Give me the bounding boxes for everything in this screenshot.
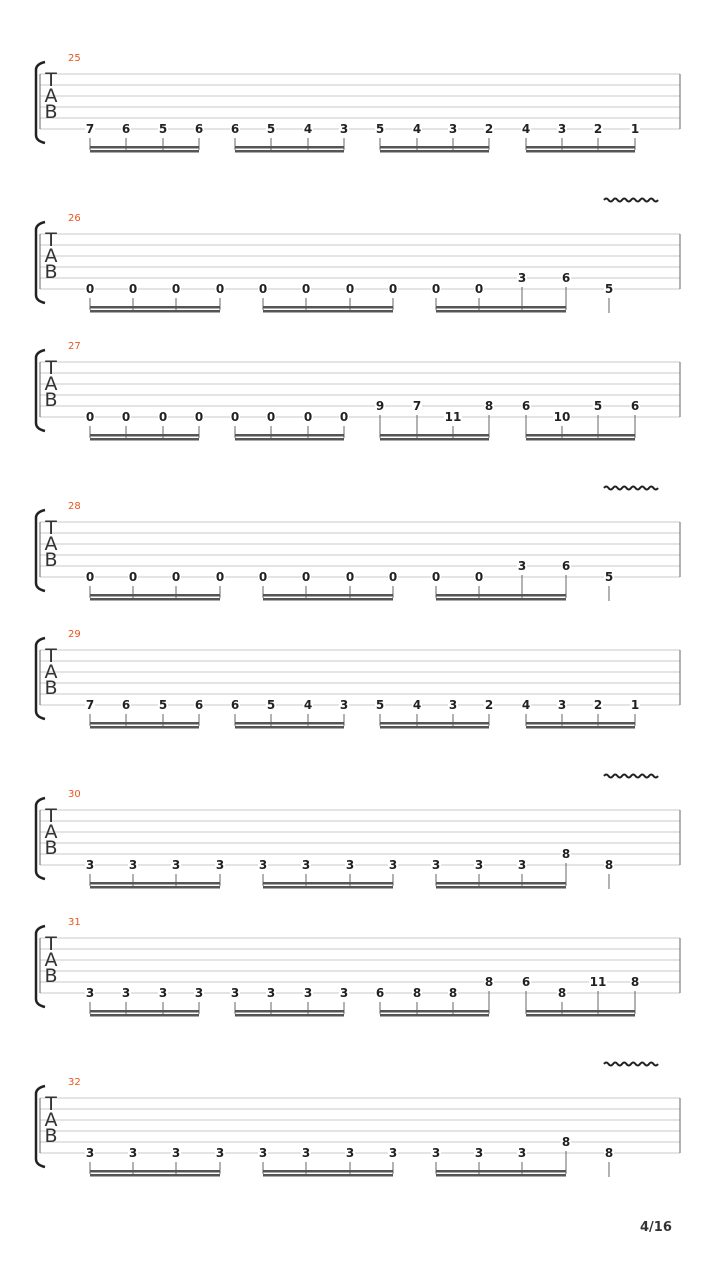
beam — [235, 438, 344, 441]
beam — [90, 886, 220, 889]
beam — [436, 1170, 566, 1173]
tab-clef-letter: A — [44, 245, 58, 267]
beam — [235, 146, 344, 149]
beam — [235, 434, 344, 437]
beam — [263, 1174, 393, 1177]
fret-number: 0 — [474, 282, 484, 296]
beam — [380, 438, 489, 441]
fret-number: 0 — [128, 282, 138, 296]
fret-number: 0 — [171, 570, 181, 584]
fret-number: 5 — [375, 122, 385, 136]
fret-number: 6 — [121, 122, 131, 136]
beam — [235, 1010, 344, 1013]
beam — [263, 594, 393, 597]
beam — [436, 310, 566, 313]
fret-number: 3 — [339, 698, 349, 712]
fret-number: 0 — [266, 410, 276, 424]
vibrato-mark — [604, 1063, 658, 1066]
fret-number: 0 — [215, 570, 225, 584]
beam — [380, 1014, 489, 1017]
beam — [90, 150, 199, 153]
tab-system — [36, 53, 680, 153]
beam — [526, 722, 635, 725]
tab-clef-letter: T — [45, 933, 57, 955]
fret-number: 10 — [553, 410, 571, 424]
beam — [90, 726, 199, 729]
beam — [90, 146, 199, 149]
beam — [235, 726, 344, 729]
fret-number: 0 — [215, 282, 225, 296]
fret-number: 5 — [266, 122, 276, 136]
fret-number: 0 — [301, 570, 311, 584]
tab-clef-letter: T — [45, 69, 57, 91]
beam — [526, 150, 635, 153]
tab-clef-letter: B — [44, 965, 58, 987]
fret-number: 6 — [121, 698, 131, 712]
tab-clef-letter: A — [44, 661, 58, 683]
fret-number: 5 — [158, 698, 168, 712]
fret-number: 4 — [303, 698, 313, 712]
tab-clef-letter: B — [44, 837, 58, 859]
fret-number: 3 — [303, 986, 313, 1000]
fret-number: 0 — [128, 570, 138, 584]
beam — [380, 150, 489, 153]
fret-number: 7 — [85, 698, 95, 712]
fret-number: 8 — [561, 847, 571, 861]
fret-number: 3 — [345, 1146, 355, 1160]
beam — [526, 1014, 635, 1017]
fret-number: 6 — [630, 399, 640, 413]
fret-number: 3 — [388, 858, 398, 872]
beam — [235, 1014, 344, 1017]
beam — [380, 146, 489, 149]
beam — [380, 722, 489, 725]
tab-system — [36, 629, 680, 729]
fret-number: 11 — [444, 410, 462, 424]
fret-number: 3 — [171, 1146, 181, 1160]
beam — [263, 882, 393, 885]
fret-number: 0 — [171, 282, 181, 296]
fret-number: 7 — [85, 122, 95, 136]
vibrato-mark — [604, 199, 658, 202]
fret-number: 1 — [630, 698, 640, 712]
fret-number: 5 — [375, 698, 385, 712]
fret-number: 4 — [412, 122, 422, 136]
fret-number: 3 — [121, 986, 131, 1000]
beam — [436, 598, 566, 601]
fret-number: 3 — [128, 858, 138, 872]
fret-number: 3 — [431, 858, 441, 872]
fret-number: 8 — [484, 975, 494, 989]
vibrato-mark — [604, 487, 658, 490]
fret-number: 3 — [85, 986, 95, 1000]
tab-clef-letter: B — [44, 389, 58, 411]
fret-number: 0 — [388, 570, 398, 584]
beam — [90, 1170, 220, 1173]
fret-number: 3 — [517, 1146, 527, 1160]
fret-number: 3 — [266, 986, 276, 1000]
tab-system — [36, 917, 680, 1017]
fret-number: 5 — [604, 570, 614, 584]
measure-number: 31 — [68, 917, 81, 928]
fret-number: 3 — [557, 698, 567, 712]
fret-number: 8 — [604, 858, 614, 872]
fret-number: 6 — [230, 698, 240, 712]
fret-number: 3 — [128, 1146, 138, 1160]
beam — [90, 1174, 220, 1177]
fret-number: 3 — [448, 122, 458, 136]
measure-number: 27 — [68, 341, 81, 352]
fret-number: 3 — [85, 858, 95, 872]
beam — [90, 1014, 199, 1017]
beam — [263, 306, 393, 309]
fret-number: 4 — [521, 698, 531, 712]
tab-clef-letter: A — [44, 949, 58, 971]
beam — [380, 726, 489, 729]
fret-number: 0 — [258, 282, 268, 296]
fret-number: 3 — [194, 986, 204, 1000]
tab-system — [36, 199, 680, 314]
fret-number: 6 — [561, 271, 571, 285]
fret-number: 0 — [431, 282, 441, 296]
fret-number: 4 — [521, 122, 531, 136]
tab-clef-letter: T — [45, 517, 57, 539]
beam — [90, 882, 220, 885]
beam — [263, 886, 393, 889]
beam — [263, 1170, 393, 1173]
tab-clef-letter: T — [45, 805, 57, 827]
measure-number: 30 — [68, 789, 81, 800]
beam — [235, 150, 344, 153]
fret-number: 0 — [121, 410, 131, 424]
fret-number: 3 — [230, 986, 240, 1000]
beam — [526, 438, 635, 441]
fret-number: 3 — [474, 1146, 484, 1160]
fret-number: 3 — [301, 1146, 311, 1160]
beam — [90, 434, 199, 437]
fret-number: 6 — [194, 122, 204, 136]
tab-clef-letter: B — [44, 261, 58, 283]
fret-number: 3 — [345, 858, 355, 872]
fret-number: 0 — [388, 282, 398, 296]
fret-number: 8 — [448, 986, 458, 1000]
beam — [436, 886, 566, 889]
measure-number: 29 — [68, 629, 81, 640]
tab-clef-letter: A — [44, 373, 58, 395]
fret-number: 3 — [158, 986, 168, 1000]
fret-number: 6 — [194, 698, 204, 712]
tab-clef-letter: B — [44, 101, 58, 123]
fret-number: 8 — [630, 975, 640, 989]
fret-number: 0 — [194, 410, 204, 424]
measure-number: 25 — [68, 53, 81, 64]
tab-system — [36, 1063, 680, 1178]
fret-number: 4 — [303, 122, 313, 136]
fret-number: 0 — [158, 410, 168, 424]
tab-clef-letter: A — [44, 533, 58, 555]
beam — [90, 438, 199, 441]
fret-number: 5 — [604, 282, 614, 296]
tab-system — [36, 487, 680, 602]
beam — [263, 598, 393, 601]
fret-number: 3 — [517, 858, 527, 872]
fret-number: 0 — [345, 570, 355, 584]
fret-number: 0 — [303, 410, 313, 424]
fret-number: 5 — [593, 399, 603, 413]
measure-number: 26 — [68, 213, 81, 224]
tab-clef-letter: T — [45, 645, 57, 667]
fret-number: 0 — [85, 570, 95, 584]
fret-number: 3 — [474, 858, 484, 872]
tab-clef-letter: T — [45, 1093, 57, 1115]
tab-clef-letter: B — [44, 1125, 58, 1147]
beam — [526, 434, 635, 437]
fret-number: 2 — [484, 698, 494, 712]
fret-number: 9 — [375, 399, 385, 413]
beam — [90, 598, 220, 601]
fret-number: 7 — [412, 399, 422, 413]
tab-clef-letter: B — [44, 549, 58, 571]
fret-number: 6 — [561, 559, 571, 573]
fret-number: 8 — [484, 399, 494, 413]
vibrato-mark — [604, 775, 658, 778]
beam — [436, 594, 566, 597]
fret-number: 0 — [85, 282, 95, 296]
beam — [90, 306, 220, 309]
measure-number: 28 — [68, 501, 81, 512]
beam — [380, 1010, 489, 1013]
fret-number: 3 — [301, 858, 311, 872]
fret-number: 0 — [431, 570, 441, 584]
fret-number: 3 — [258, 1146, 268, 1160]
fret-number: 0 — [345, 282, 355, 296]
fret-number: 3 — [448, 698, 458, 712]
tab-clef-letter: A — [44, 821, 58, 843]
beam — [436, 306, 566, 309]
tab-clef-letter: B — [44, 677, 58, 699]
beam — [526, 146, 635, 149]
fret-number: 0 — [474, 570, 484, 584]
fret-number: 8 — [412, 986, 422, 1000]
fret-number: 3 — [557, 122, 567, 136]
fret-number: 6 — [375, 986, 385, 1000]
fret-number: 3 — [215, 1146, 225, 1160]
fret-number: 5 — [158, 122, 168, 136]
beam — [90, 1010, 199, 1013]
beam — [263, 310, 393, 313]
fret-number: 3 — [517, 271, 527, 285]
beam — [235, 722, 344, 725]
fret-number: 3 — [388, 1146, 398, 1160]
beam — [526, 1010, 635, 1013]
fret-number: 8 — [561, 1135, 571, 1149]
tab-system — [36, 341, 680, 441]
beam — [90, 310, 220, 313]
fret-number: 6 — [521, 975, 531, 989]
tab-clef-letter: T — [45, 357, 57, 379]
fret-number: 0 — [258, 570, 268, 584]
fret-number: 5 — [266, 698, 276, 712]
tab-system — [36, 775, 680, 890]
fret-number: 3 — [431, 1146, 441, 1160]
fret-number: 2 — [593, 698, 603, 712]
fret-number: 2 — [593, 122, 603, 136]
fret-number: 3 — [517, 559, 527, 573]
beam — [436, 882, 566, 885]
fret-number: 6 — [521, 399, 531, 413]
tab-clef-letter: A — [44, 1109, 58, 1131]
fret-number: 11 — [589, 975, 607, 989]
fret-number: 1 — [630, 122, 640, 136]
fret-number: 3 — [171, 858, 181, 872]
fret-number: 2 — [484, 122, 494, 136]
fret-number: 8 — [604, 1146, 614, 1160]
fret-number: 3 — [258, 858, 268, 872]
fret-number: 0 — [85, 410, 95, 424]
fret-number: 3 — [85, 1146, 95, 1160]
fret-number: 6 — [230, 122, 240, 136]
tab-clef-letter: A — [44, 85, 58, 107]
fret-number: 8 — [557, 986, 567, 1000]
page-number: 4/16 — [640, 1220, 672, 1235]
beam — [436, 1174, 566, 1177]
fret-number: 3 — [215, 858, 225, 872]
beam — [90, 722, 199, 725]
tab-clef-letter: T — [45, 229, 57, 251]
beam — [526, 726, 635, 729]
fret-number: 4 — [412, 698, 422, 712]
measure-number: 32 — [68, 1077, 81, 1088]
fret-number: 0 — [230, 410, 240, 424]
fret-number: 3 — [339, 122, 349, 136]
fret-number: 0 — [339, 410, 349, 424]
fret-number: 0 — [301, 282, 311, 296]
beam — [90, 594, 220, 597]
beam — [380, 434, 489, 437]
fret-number: 3 — [339, 986, 349, 1000]
